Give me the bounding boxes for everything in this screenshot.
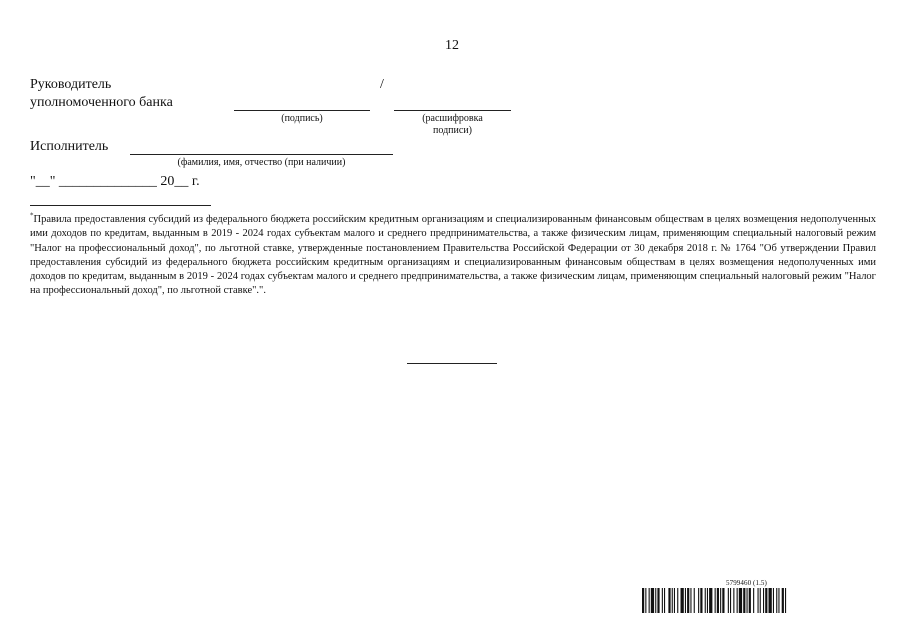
barcode-bar xyxy=(758,588,759,613)
decoding-caption xyxy=(394,113,511,137)
barcode-bar xyxy=(778,588,779,613)
barcode-bar xyxy=(662,588,663,613)
barcode-bar xyxy=(672,588,673,613)
barcode-bar xyxy=(642,588,644,613)
barcode-bar xyxy=(681,588,684,613)
barcode-bar xyxy=(698,588,699,613)
barcode-bar xyxy=(674,588,675,613)
barcode-number: 5799460 (1.5) xyxy=(726,579,767,587)
barcode-bar xyxy=(733,588,734,613)
barcode-bar xyxy=(705,588,706,613)
barcode-bar xyxy=(747,588,748,613)
barcode-bar xyxy=(753,588,754,613)
barcode-bar xyxy=(709,588,712,613)
executor-line xyxy=(130,154,393,155)
barcode-bar xyxy=(677,588,678,613)
barcode-bar xyxy=(760,588,761,613)
barcode xyxy=(642,579,856,613)
footnote xyxy=(30,213,876,299)
barcode-bar xyxy=(649,588,650,613)
head-label-line1: Руководитель xyxy=(30,77,112,92)
barcode-bar xyxy=(749,588,751,613)
barcode-bar xyxy=(668,588,670,613)
barcode-bar xyxy=(687,588,689,613)
barcode-bar xyxy=(717,588,719,613)
barcode-bar xyxy=(664,588,665,613)
barcode-bar xyxy=(773,588,774,613)
barcode-bar xyxy=(700,588,702,613)
barcode-bar xyxy=(655,588,656,613)
date-line: "__" ______________ 20__ г. xyxy=(30,174,200,189)
barcode-bar xyxy=(645,588,646,613)
barcode-bar xyxy=(730,588,731,613)
barcode-bar xyxy=(657,588,659,613)
barcode-bar xyxy=(707,588,708,613)
barcode-bar xyxy=(782,588,784,613)
barcode-bar xyxy=(785,588,786,613)
barcode-bar xyxy=(776,588,777,613)
barcode-bar xyxy=(765,588,767,613)
barcode-bar xyxy=(651,588,654,613)
signature-line xyxy=(234,110,370,111)
signature-caption: (подпись) xyxy=(281,113,323,124)
barcode-bar xyxy=(739,588,742,613)
barcode-bar xyxy=(728,588,729,613)
end-line xyxy=(407,363,497,364)
page-number: 12 xyxy=(445,38,459,53)
barcode-bar xyxy=(715,588,716,613)
barcode-bar xyxy=(690,588,691,613)
barcode-bar xyxy=(685,588,686,613)
footnote-marker: * xyxy=(30,211,34,220)
decoding-caption-line2: подписи) xyxy=(433,125,472,136)
slash-separator: / xyxy=(380,77,384,92)
footnote-text: Правила предоставления субсидий из федерального бюджета российским кредитным организациям и специализированным финансовым обществам в целях возмещения недополученных ими доходов по кредитам, выданным в 2019 - 2024 годах субъектам малого и среднего предпринимательства, а также физическим лицам, применяющим специальный налоговый режим "Налог на профессиональный доход", по льготной ставке, утвержденные постановлением Правительства Российской Федерации от 30 декабря 2018 г. № 1764 "Об утверждении Правил предоставления субсидий из федерального бюджета российским кредитным организациям и специализированным финансовым обществам в целях возмещения недополученных ими доходов по кредитам, выданным в 2019 - 2024 годах субъектам малого и среднего предпринимательства, а также физическим лицам, применяющим специальный налоговый режим "Налог на профессиональный доход", по льготной ставке".". xyxy=(30,214,876,297)
barcode-bar xyxy=(763,588,764,613)
barcode-bar xyxy=(769,588,772,613)
barcode-bars xyxy=(642,588,856,613)
barcode-bar xyxy=(737,588,738,613)
head-label-line2: уполномоченного банка xyxy=(30,95,173,110)
decoding-caption-line1: (расшифровка xyxy=(422,113,483,124)
executor-caption: (фамилия, имя, отчество (при наличии) xyxy=(177,157,346,168)
footnote-separator xyxy=(30,205,211,206)
decoding-line xyxy=(394,110,511,111)
barcode-bar xyxy=(743,588,745,613)
barcode-bar xyxy=(722,588,724,613)
barcode-bar xyxy=(694,588,695,613)
barcode-bar xyxy=(720,588,721,613)
executor-label: Исполнитель xyxy=(30,139,109,154)
